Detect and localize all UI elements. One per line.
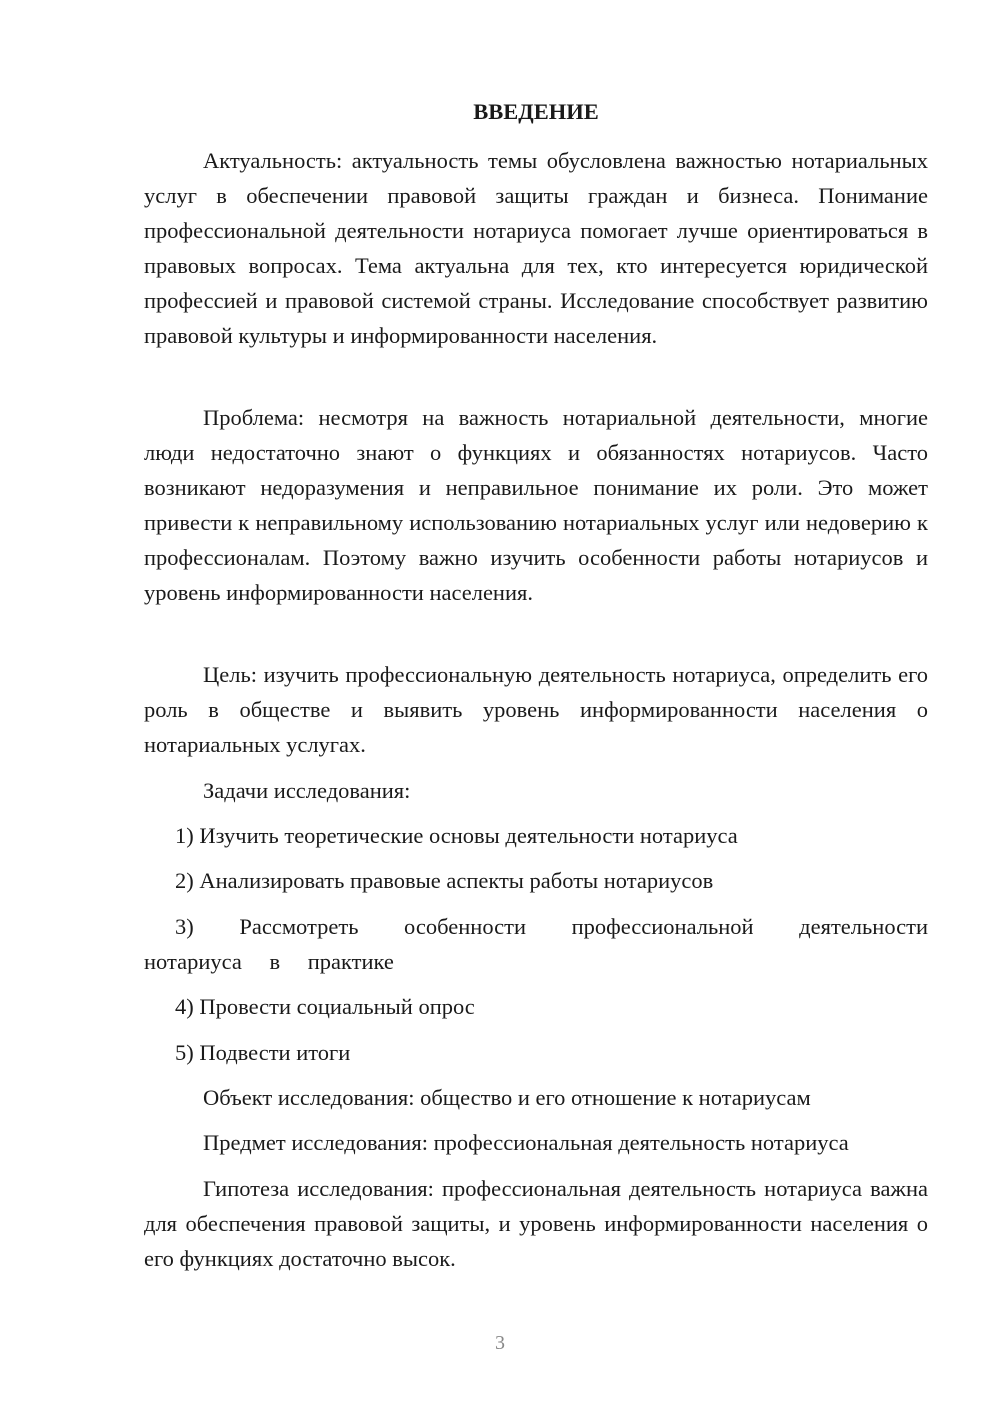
task-item-4: 4) Провести социальный опрос — [175, 994, 475, 1019]
task-item-5: 5) Подвести итоги — [175, 1040, 351, 1065]
research-subject: Предмет исследования: профессиональная деятельность нотариуса — [203, 1130, 849, 1155]
relevance-paragraph: Актуальность: актуальность темы обусловлена важностью нотариальных услуг в обеспечении правовой защиты граждан и бизнеса. Понимание профессиональной деятельности нотариуса помогает лучше ориентироваться в правовых вопросах. Тема актуальна для тех, кто интересуется юридической профессией и правовой системой страны. Исследование способствует развитию правовой культуры и информированности населения. — [144, 148, 928, 348]
problem-paragraph: Проблема: несмотря на важность нотариальной деятельности, многие люди недостаточно знают о функциях и обязанностях нотариусов. Часто возникают недоразумения и неправильное понимание их роли. Это может привести к неправильному использованию нотариальных услуг или недоверию к профессионалам. Поэтому важно изучить особенности работы нотариусов и уровень информированности населения. — [144, 405, 928, 605]
research-object: Объект исследования: общество и его отношение к нотариусам — [203, 1085, 811, 1110]
goal-paragraph: Цель: изучить профессиональную деятельность нотариуса, определить его роль в обществе и выявить уровень информированности населения о нотариальных услугах. — [144, 662, 928, 757]
page-number: 3 — [495, 1332, 505, 1354]
task-item-1: 1) Изучить теоретические основы деятельности нотариуса — [175, 823, 738, 848]
task-item-3: 3) Рассмотреть особенности профессиональной деятельности нотариуса в практике — [144, 914, 928, 974]
hypothesis-paragraph: Гипотеза исследования: профессиональная деятельность нотариуса важна для обеспечения правовой защиты, и уровень информированности населения о его функциях достаточно высок. — [144, 1176, 928, 1271]
task-item-2: 2) Анализировать правовые аспекты работы нотариусов — [175, 868, 714, 893]
tasks-heading: Задачи исследования: — [203, 778, 411, 803]
page-title: ВВЕДЕНИЕ — [473, 99, 599, 124]
